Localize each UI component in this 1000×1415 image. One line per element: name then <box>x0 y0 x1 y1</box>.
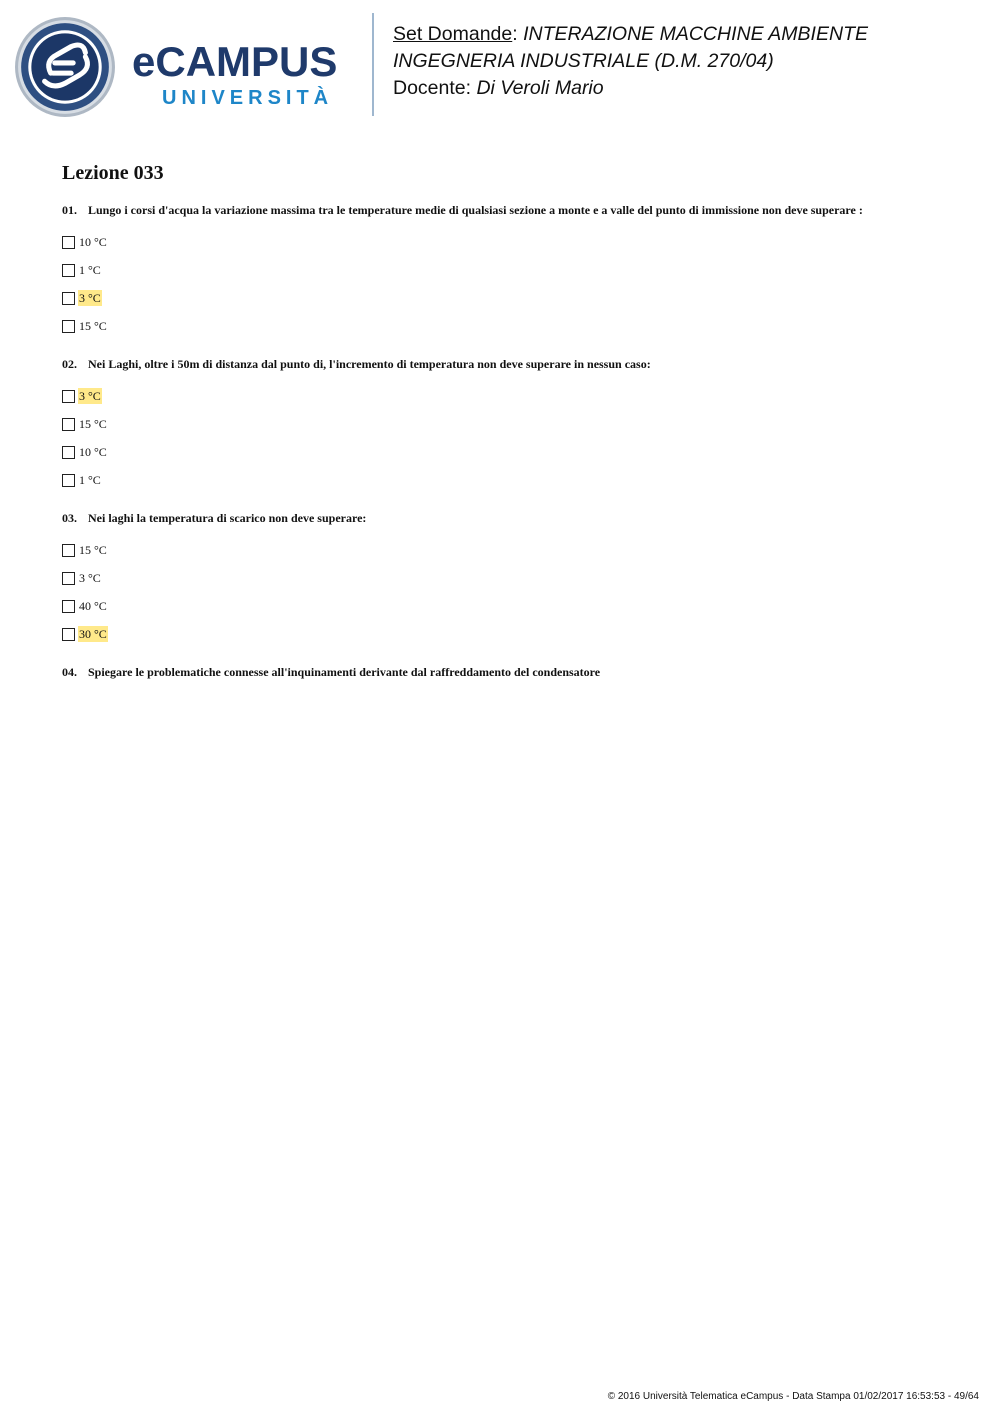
checkbox-icon[interactable] <box>62 418 75 431</box>
course-info <box>393 21 983 102</box>
question-4 <box>62 664 942 680</box>
teacher-line <box>393 75 983 102</box>
question-number: 04. <box>62 665 77 679</box>
brand-subtitle: UNIVERSITÀ <box>162 87 334 109</box>
checkbox-icon[interactable] <box>62 474 75 487</box>
header-divider <box>372 13 374 116</box>
teacher-name: Di Veroli Mario <box>476 77 604 99</box>
answer-option[interactable] <box>62 312 942 340</box>
question-number: 03. <box>62 511 77 525</box>
checkbox-icon[interactable] <box>62 600 75 613</box>
answer-label: 15 °C <box>79 417 107 431</box>
answer-option[interactable] <box>62 620 942 648</box>
checkbox-icon[interactable] <box>62 292 75 305</box>
answer-label: 1 °C <box>79 473 101 487</box>
question-2 <box>62 356 942 494</box>
question-1 <box>62 202 942 340</box>
brand-wordmark <box>132 38 362 112</box>
checkbox-icon[interactable] <box>62 390 75 403</box>
checkbox-icon[interactable] <box>62 572 75 585</box>
brand-name: eCAMPUS <box>132 38 338 85</box>
answer-option[interactable] <box>62 228 942 256</box>
checkbox-icon[interactable] <box>62 320 75 333</box>
answer-label-highlighted: 3 °C <box>79 291 101 305</box>
answer-option[interactable] <box>62 536 942 564</box>
checkbox-icon[interactable] <box>62 446 75 459</box>
question-3 <box>62 510 942 648</box>
question-number: 02. <box>62 357 77 371</box>
answer-label-highlighted: 3 °C <box>79 389 101 403</box>
checkbox-icon[interactable] <box>62 544 75 557</box>
question-text <box>62 510 942 526</box>
checkbox-icon[interactable] <box>62 264 75 277</box>
question-body: Lungo i corsi d'acqua la variazione massima tra le temperature medie di qualsiasi sezione a monte e a valle del punto di immissione non deve superare : <box>88 203 863 217</box>
question-text <box>62 664 942 680</box>
question-body: Spiegare le problematiche connesse all'inquinamenti derivante dal raffreddamento del condensatore <box>88 665 601 679</box>
answer-label: 40 °C <box>79 599 107 613</box>
course-title-line <box>393 21 983 48</box>
answer-label: 1 °C <box>79 263 101 277</box>
answer-label: 10 °C <box>79 445 107 459</box>
course-title: INTERAZIONE MACCHINE AMBIENTE <box>523 23 868 45</box>
ecampus-logo-icon <box>14 16 116 118</box>
page-header <box>0 0 1000 130</box>
answer-option[interactable] <box>62 284 942 312</box>
answer-label-highlighted: 30 °C <box>79 627 107 641</box>
question-body: Nei laghi la temperatura di scarico non deve superare: <box>88 511 367 525</box>
answer-label: 15 °C <box>79 543 107 557</box>
checkbox-icon[interactable] <box>62 236 75 249</box>
question-text <box>62 356 942 372</box>
course-program: INGEGNERIA INDUSTRIALE (D.M. 270/04) <box>393 50 774 72</box>
answer-label: 15 °C <box>79 319 107 333</box>
lesson-title: Lezione 033 <box>62 162 164 184</box>
question-number: 01. <box>62 203 77 217</box>
answer-option[interactable] <box>62 256 942 284</box>
answer-option[interactable] <box>62 438 942 466</box>
question-body: Nei Laghi, oltre i 50m di distanza dal punto di, l'incremento di temperatura non deve superare in nessun caso: <box>88 357 651 371</box>
answer-option[interactable] <box>62 466 942 494</box>
page-footer: © 2016 Università Telematica eCampus - Data Stampa 01/02/2017 16:53:53 - 49/64 <box>607 1391 979 1402</box>
set-separator: : <box>512 23 524 45</box>
answer-option[interactable] <box>62 382 942 410</box>
set-label: Set Domande <box>393 23 513 45</box>
question-text <box>62 202 942 218</box>
answer-label: 10 °C <box>79 235 107 249</box>
teacher-label: Docente: <box>393 77 477 99</box>
answer-option[interactable] <box>62 410 942 438</box>
answer-option[interactable] <box>62 592 942 620</box>
checkbox-icon[interactable] <box>62 628 75 641</box>
course-program-line <box>393 48 983 75</box>
answer-option[interactable] <box>62 564 942 592</box>
page-content <box>62 160 942 696</box>
question-list <box>62 202 942 680</box>
answer-label: 3 °C <box>79 571 101 585</box>
